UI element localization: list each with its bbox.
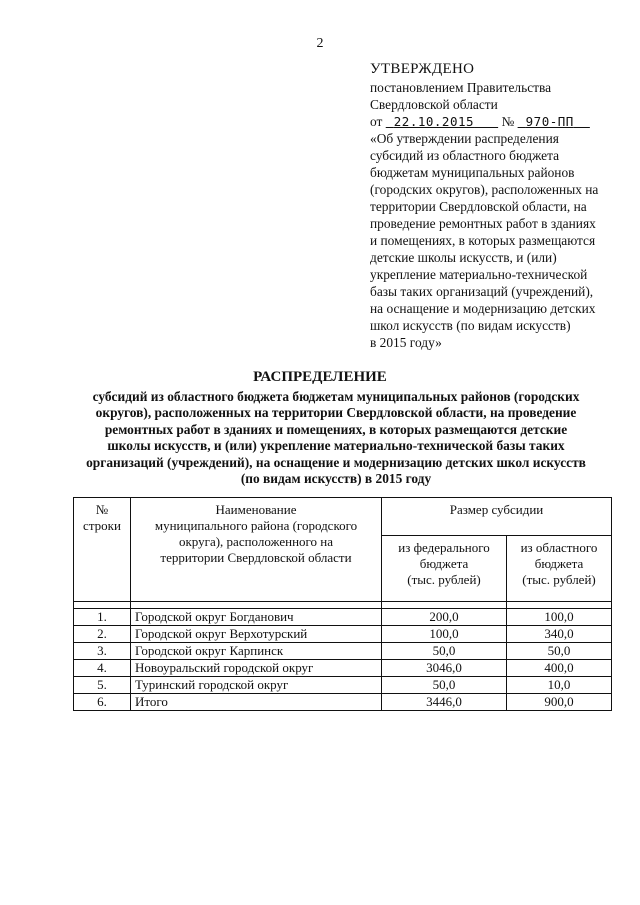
table-spacer-row	[74, 602, 612, 609]
row-federal: 50,0	[382, 677, 507, 694]
approval-title: УТВЕРЖДЕНО	[370, 61, 475, 77]
document-subheading: субсидий из областного бюджета бюджетам муниципальных районов (городских округов), расположенных на территории Свердловской области, на проведение ремонтных работ в зданиях и помещениях, в которых размещаются детские школы искусств, и (или) укрепление материально-технической базы таких организаций (учреждений), на оснащение и модернизацию детских школ искусств (по видам искусств) в 2015 году	[86, 389, 586, 487]
resolution-title: «Об утверждении распределения субсидий из областного бюджета бюджетам муниципальных районов (городских округов), расположенных на территории Свердловской области, на проведение ремонтных работ в зданиях и помещениях, в которых размещаются детские школы искусств, и (или) укрепление материально-технической базы таких организаций (учреждений), на оснащение и модернизацию детских школ искусств (по видам искусств) в 2015 году»	[370, 131, 599, 350]
row-municipality: Туринский городской округ	[131, 677, 382, 694]
row-regional: 400,0	[507, 660, 612, 677]
approval-line-1: постановлением Правительства	[370, 80, 552, 95]
header-regional-budget: из областного бюджета (тыс. рублей)	[507, 536, 612, 602]
row-number: 3.	[74, 643, 131, 660]
row-municipality: Новоуральский городской округ	[131, 660, 382, 677]
row-federal: 50,0	[382, 643, 507, 660]
row-number: 2.	[74, 626, 131, 643]
row-number: 6.	[74, 694, 131, 711]
page-number: 2	[316, 36, 324, 51]
row-regional: 340,0	[507, 626, 612, 643]
header-federal-budget: из федерального бюджета (тыс. рублей)	[382, 536, 507, 602]
row-number: 4.	[74, 660, 131, 677]
date-prefix: от	[370, 114, 383, 129]
header-row-number: № строки	[74, 498, 131, 602]
row-number: 1.	[74, 609, 131, 626]
table-row	[74, 609, 612, 626]
row-number: 5.	[74, 677, 131, 694]
row-municipality: Городской округ Верхотурский	[131, 626, 382, 643]
row-municipality: Итого	[131, 694, 382, 711]
row-federal: 3046,0	[382, 660, 507, 677]
row-federal: 3446,0	[382, 694, 507, 711]
row-regional: 50,0	[507, 643, 612, 660]
row-regional: 900,0	[507, 694, 612, 711]
row-federal: 100,0	[382, 626, 507, 643]
table-row	[74, 677, 612, 694]
approval-block	[370, 60, 620, 351]
approval-date: 22.10.2015	[393, 114, 475, 129]
row-federal: 200,0	[382, 609, 507, 626]
row-municipality: Городской округ Богданович	[131, 609, 382, 626]
table-row	[74, 643, 612, 660]
distribution-table	[73, 497, 612, 711]
row-municipality: Городской округ Карпинск	[131, 643, 382, 660]
approval-date-line	[370, 113, 620, 130]
table-row	[74, 660, 612, 677]
number-prefix: №	[501, 114, 515, 129]
approval-line-2: Свердловской области	[370, 97, 498, 112]
row-regional: 100,0	[507, 609, 612, 626]
approval-number: 970-ПП	[525, 114, 574, 129]
header-subsidy-size: Размер субсидии	[382, 498, 612, 536]
document-heading: РАСПРЕДЕЛЕНИЕ	[253, 369, 387, 385]
table-row	[74, 626, 612, 643]
header-municipality: Наименование муниципального района (городского округа), расположенного на территории Свердловской области	[131, 498, 382, 602]
row-regional: 10,0	[507, 677, 612, 694]
table-row-total	[74, 694, 612, 711]
